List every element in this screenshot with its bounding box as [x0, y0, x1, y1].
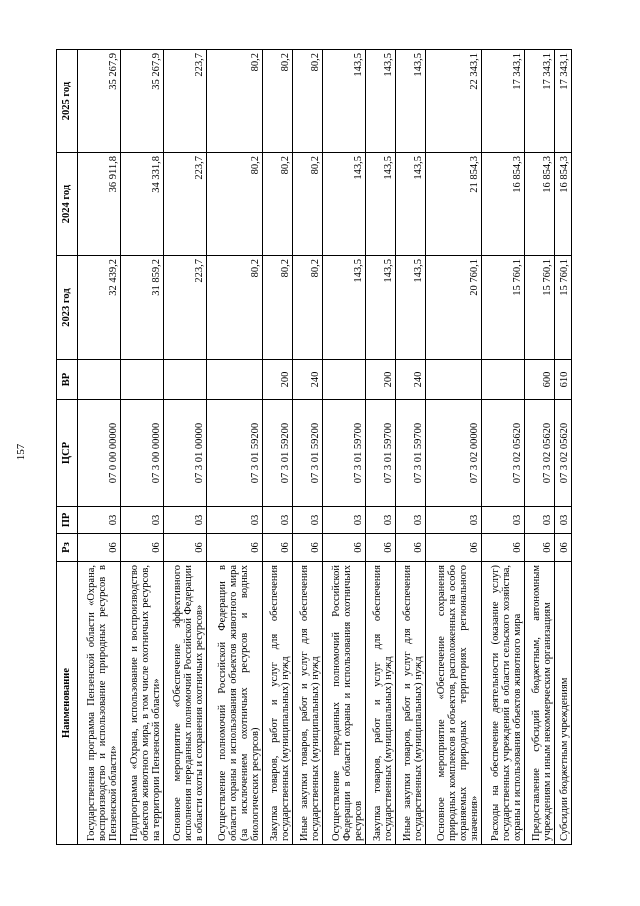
budget-table: [56, 49, 572, 845]
header-name: Наименование: [57, 562, 78, 845]
row-pr: 03: [207, 507, 263, 534]
row-name: Осуществление полномочий Российской Федерации в области охраны и использования объектов животного мира (за исключением охотничьих ресурсов и водных биологических ресурсов): [207, 562, 263, 845]
row-rz: 06: [323, 534, 366, 562]
row-csr: 07 3 01 59200: [293, 400, 323, 507]
row-2024: 16 854,3: [525, 153, 555, 256]
row-pr: 03: [121, 507, 164, 534]
row-2025: 35 267,9: [78, 50, 121, 153]
table-row: [78, 50, 121, 845]
row-rz: 06: [525, 534, 555, 562]
row-2023: 15 760,1: [555, 256, 572, 360]
row-pr: 03: [525, 507, 555, 534]
page-number: 157: [15, 443, 27, 461]
row-2023: 20 760,1: [425, 256, 481, 360]
row-vr: [323, 360, 366, 400]
row-name: Закупка товаров, работ и услуг для обеспечения государственных (муниципальных) нужд: [263, 562, 293, 845]
row-vr: [78, 360, 121, 400]
row-name: Подпрограмма «Охрана, использование и воспроизводство объектов животного мира, в том числе охотничьих ресурсов, на территории Пензенской области»: [121, 562, 164, 845]
row-vr: 240: [396, 360, 426, 400]
row-csr: 07 3 01 59700: [396, 400, 426, 507]
row-2025: 35 267,9: [121, 50, 164, 153]
row-csr: 07 0 00 00000: [78, 400, 121, 507]
row-csr: 07 3 01 59700: [323, 400, 366, 507]
row-2025: 80,2: [263, 50, 293, 153]
table-row: [263, 50, 293, 845]
row-2025: 17 343,1: [482, 50, 525, 153]
row-name: Иные закупки товаров, работ и услуг для обеспечения государственных (муниципальных) нужд: [293, 562, 323, 845]
row-2023: 31 859,2: [121, 256, 164, 360]
row-2025: 80,2: [293, 50, 323, 153]
row-rz: 06: [396, 534, 426, 562]
row-2023: 143,5: [366, 256, 396, 360]
row-vr: [207, 360, 263, 400]
row-name: Предоставление субсидий бюджетным, автономным учреждениям и иным некоммерческим организациям: [525, 562, 555, 845]
header-rz: Рз: [57, 534, 78, 562]
row-vr: [164, 360, 207, 400]
row-2024: 34 331,8: [121, 153, 164, 256]
row-vr: [425, 360, 481, 400]
row-csr: 07 3 02 05620: [525, 400, 555, 507]
row-rz: 06: [482, 534, 525, 562]
row-vr: [482, 360, 525, 400]
row-csr: 07 3 00 00000: [121, 400, 164, 507]
row-vr: 240: [293, 360, 323, 400]
header-2025: 2025 год: [57, 50, 78, 153]
row-2025: 22 343,1: [425, 50, 481, 153]
row-pr: 03: [555, 507, 572, 534]
row-2023: 32 439,2: [78, 256, 121, 360]
row-pr: 03: [482, 507, 525, 534]
header-csr: ЦСР: [57, 400, 78, 507]
row-rz: 06: [164, 534, 207, 562]
row-csr: 07 3 01 59200: [263, 400, 293, 507]
row-2025: 80,2: [207, 50, 263, 153]
row-pr: 03: [263, 507, 293, 534]
row-vr: 610: [555, 360, 572, 400]
header-vr: ВР: [57, 360, 78, 400]
row-2024: 16 854,3: [555, 153, 572, 256]
row-2024: 80,2: [207, 153, 263, 256]
row-2025: 143,5: [366, 50, 396, 153]
row-name: Государственная программа Пензенской области «Охрана, воспроизводство и использование природных ресурсов в Пензенской области»: [78, 562, 121, 845]
row-name: Субсидии бюджетным учреждениям: [555, 562, 572, 845]
row-pr: 03: [425, 507, 481, 534]
row-2023: 223,7: [164, 256, 207, 360]
row-2023: 80,2: [207, 256, 263, 360]
row-2025: 17 343,1: [525, 50, 555, 153]
row-name: Основное мероприятие «Обеспечение эффективного исполнения переданных полномочий Российской Федерации в области охоты и сохранения охотничьих ресурсов»: [164, 562, 207, 845]
row-2023: 15 760,1: [482, 256, 525, 360]
row-csr: 07 3 01 59200: [207, 400, 263, 507]
row-2024: 143,5: [323, 153, 366, 256]
row-rz: 06: [121, 534, 164, 562]
table-row: [482, 50, 525, 845]
row-pr: 03: [396, 507, 426, 534]
row-csr: 07 3 02 00000: [425, 400, 481, 507]
table-row: [293, 50, 323, 845]
header-2024: 2024 год: [57, 153, 78, 256]
table-row: [425, 50, 481, 845]
row-vr: 200: [366, 360, 396, 400]
row-csr: 07 3 02 05620: [482, 400, 525, 507]
row-pr: 03: [366, 507, 396, 534]
table-row: [525, 50, 555, 845]
row-2024: 143,5: [396, 153, 426, 256]
row-name: Иные закупки товаров, работ и услуг для обеспечения государственных (муниципальных) нужд: [396, 562, 426, 845]
row-2025: 143,5: [323, 50, 366, 153]
header-pr: ПР: [57, 507, 78, 534]
row-rz: 06: [555, 534, 572, 562]
row-2023: 143,5: [396, 256, 426, 360]
row-2023: 80,2: [263, 256, 293, 360]
row-2024: 223,7: [164, 153, 207, 256]
row-2024: 36 911,8: [78, 153, 121, 256]
row-vr: [121, 360, 164, 400]
row-2023: 80,2: [293, 256, 323, 360]
table-row: [323, 50, 366, 845]
row-pr: 03: [164, 507, 207, 534]
row-vr: 200: [263, 360, 293, 400]
row-2023: 15 760,1: [525, 256, 555, 360]
table-row: [366, 50, 396, 845]
row-rz: 06: [78, 534, 121, 562]
table-row: [396, 50, 426, 845]
row-2023: 143,5: [323, 256, 366, 360]
row-2024: 143,5: [366, 153, 396, 256]
row-name: Расходы на обеспечение деятельности (оказание услуг) государственных учреждений в области сельского хозяйства, охраны и использования объектов животного мира: [482, 562, 525, 845]
row-rz: 06: [263, 534, 293, 562]
row-name: Закупка товаров, работ и услуг для обеспечения государственных (муниципальных) нужд: [366, 562, 396, 845]
table-row: [121, 50, 164, 845]
row-csr: 07 3 01 00000: [164, 400, 207, 507]
row-pr: 03: [293, 507, 323, 534]
row-2025: 223,7: [164, 50, 207, 153]
table-row: [555, 50, 572, 845]
row-pr: 03: [78, 507, 121, 534]
row-csr: 07 3 01 59700: [366, 400, 396, 507]
row-rz: 06: [293, 534, 323, 562]
row-vr: 600: [525, 360, 555, 400]
table-header-row: [57, 50, 78, 845]
row-2024: 16 854,3: [482, 153, 525, 256]
table-row: [207, 50, 263, 845]
table-row: [164, 50, 207, 845]
row-2024: 80,2: [263, 153, 293, 256]
row-2025: 143,5: [396, 50, 426, 153]
row-2025: 17 343,1: [555, 50, 572, 153]
row-rz: 06: [425, 534, 481, 562]
row-pr: 03: [323, 507, 366, 534]
rotated-page-content: [56, 50, 572, 845]
row-name: Основное мероприятие «Обеспечение сохранения природных комплексов и объектов, расположенных на особо охраняемых природных территориях регионального значения»: [425, 562, 481, 845]
row-rz: 06: [207, 534, 263, 562]
header-2023: 2023 год: [57, 256, 78, 360]
row-rz: 06: [366, 534, 396, 562]
row-name: Осуществление переданных полномочий Российской Федерации в области охраны и использования охотничьих ресурсов: [323, 562, 366, 845]
row-csr: 07 3 02 05620: [555, 400, 572, 507]
row-2024: 21 854,3: [425, 153, 481, 256]
row-2024: 80,2: [293, 153, 323, 256]
